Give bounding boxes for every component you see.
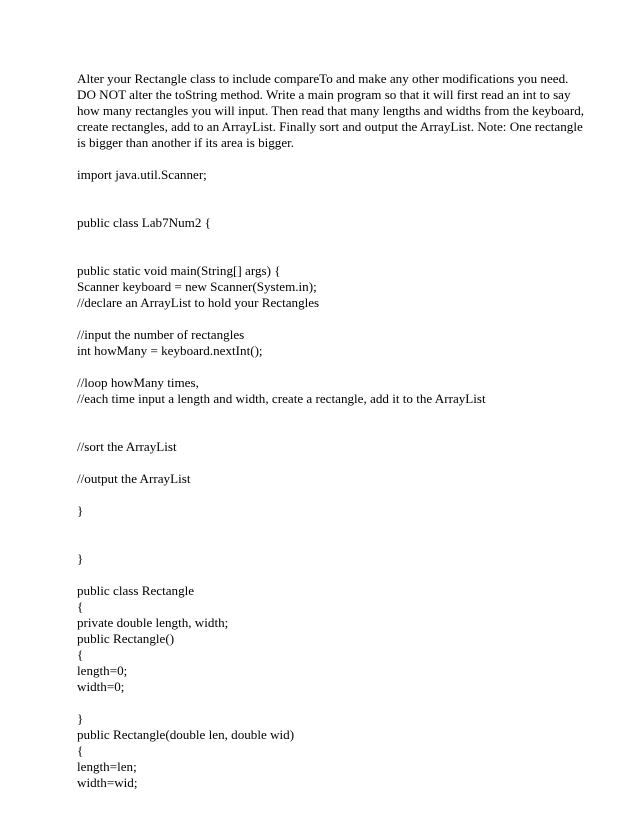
intro-line: Alter your Rectangle class to include compareTo and make any other modifications you need. [77,71,569,86]
code-line: width=0; [77,679,125,694]
sort-block [77,439,577,455]
intro-line: is bigger than another if its area is bigger. [77,135,295,150]
code-line: private double length, width; [77,615,229,630]
code-line: { [77,743,84,758]
class-declaration: public class Lab7Num2 { [77,215,211,230]
intro-line: how many rectangles you will input. Then read that many lengths and widths from the keyboard, [77,103,585,118]
output-block [77,471,577,487]
loop-block [77,375,577,407]
code-line: //each time input a length and width, create a rectangle, add it to the ArrayList [77,391,486,406]
close-class-brace: } [77,551,84,566]
code-line: public Rectangle() [77,631,175,646]
code-line: //input the number of rectangles [77,327,245,342]
code-line: } [77,711,84,726]
code-line: public static void main(String[] args) { [77,263,281,278]
code-line: //sort the ArrayList [77,439,177,454]
code-line: width=wid; [77,775,138,790]
rectangle-constructor-block [77,711,577,791]
close-main-brace: } [77,503,84,518]
input-block [77,327,577,359]
code-line: public Rectangle(double len, double wid) [77,727,295,742]
import-statement: import java.util.Scanner; [77,167,207,182]
code-line: { [77,599,84,614]
code-line: int howMany = keyboard.nextInt(); [77,343,263,358]
code-line: public class Rectangle [77,583,195,598]
code-line: //loop howMany times, [77,375,199,390]
code-line: length=0; [77,663,128,678]
code-line: Scanner keyboard = new Scanner(System.in); [77,279,317,294]
code-line: //declare an ArrayList to hold your Rectangles [77,295,320,310]
intro-line: create rectangles, add to an ArrayList. Finally sort and output the ArrayList. Note: One rectangle [77,119,583,134]
main-method-block [77,263,577,311]
intro-line: DO NOT alter the toString method. Write a main program so that it will first read an int to say [77,87,571,102]
intro-paragraph [77,71,585,151]
document-body [77,71,585,791]
code-line: { [77,647,84,662]
rectangle-class-block [77,583,577,695]
code-line: //output the ArrayList [77,471,191,486]
code-line: length=len; [77,759,137,774]
